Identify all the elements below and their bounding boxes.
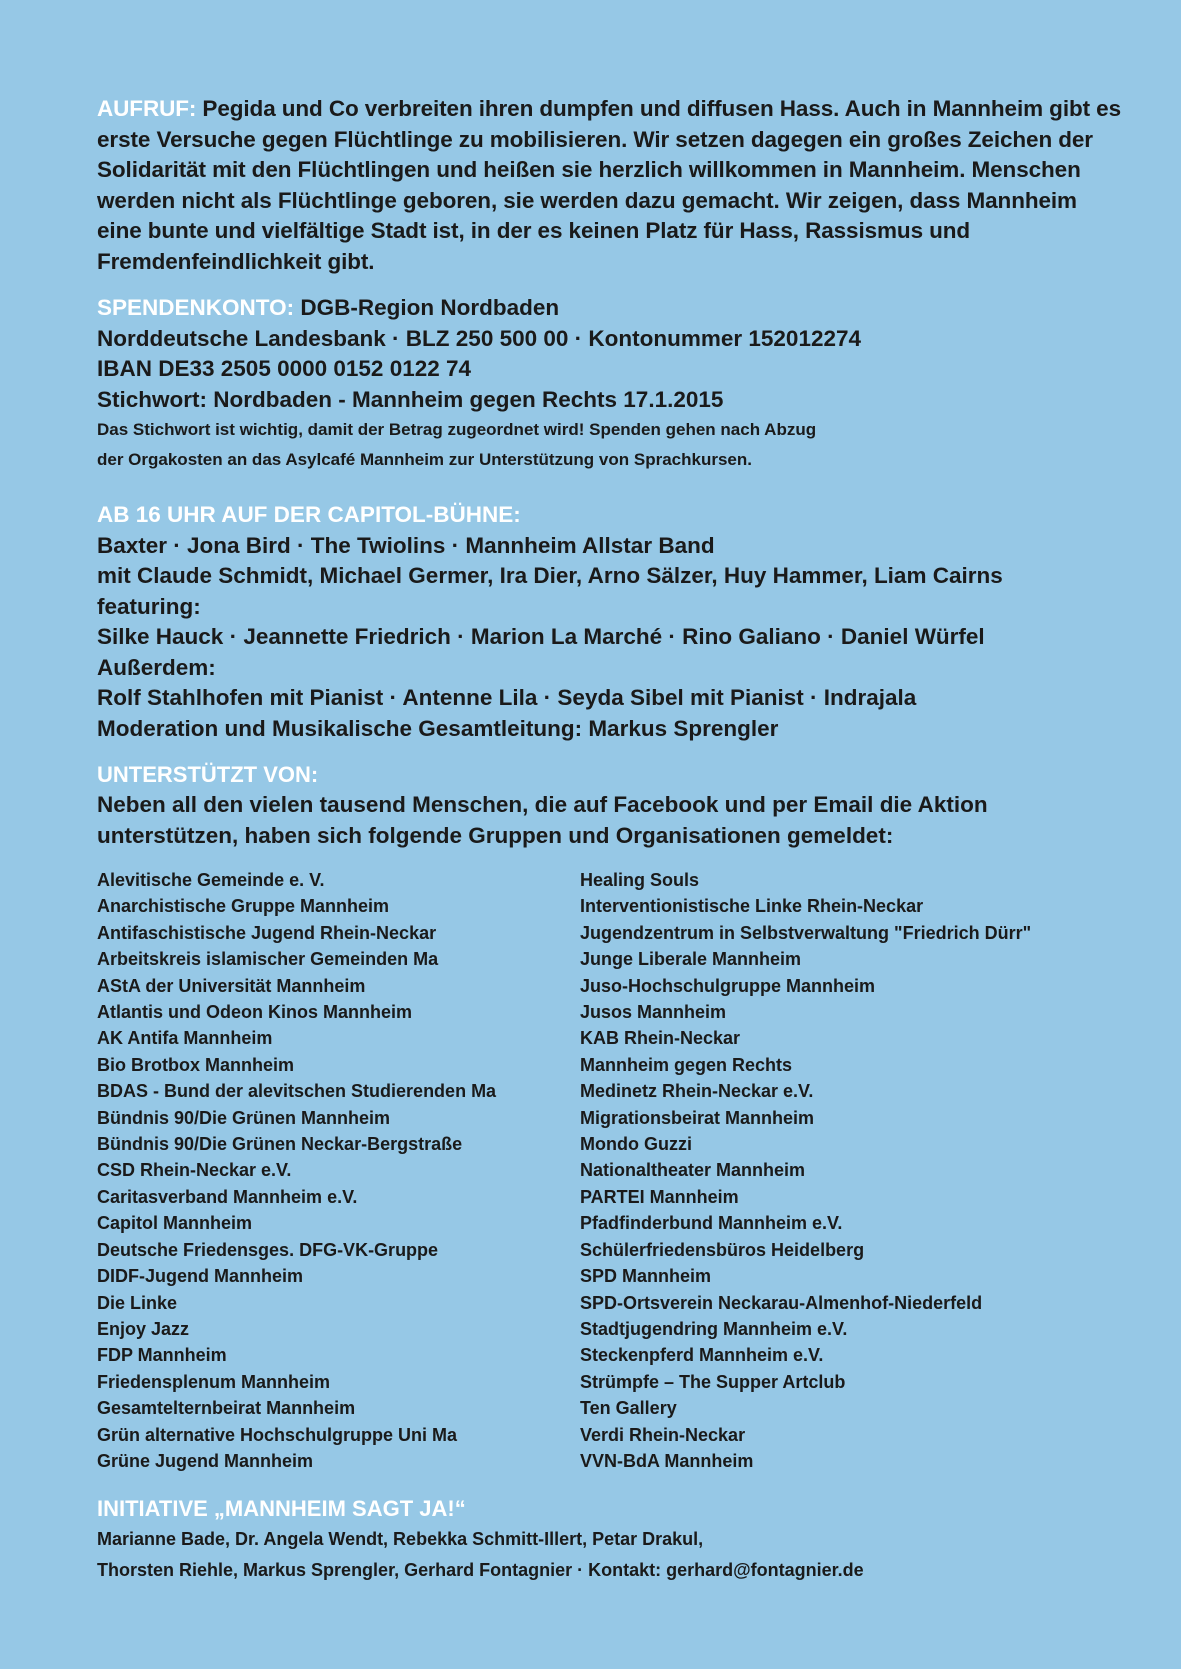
aufruf-heading: AUFRUF:	[97, 96, 197, 121]
organization-list-right	[580, 867, 1031, 1474]
organization-item: SPD Mannheim	[580, 1266, 712, 1287]
organization-item: Anarchistische Gruppe Mannheim	[97, 896, 390, 917]
capitol-heading: AB 16 UHR AUF DER CAPITOL-BÜHNE:	[97, 502, 521, 527]
organization-item: Medinetz Rhein-Neckar e.V.	[580, 1081, 814, 1102]
organization-item: Ten Gallery	[580, 1398, 677, 1419]
organization-item: Stadtjugendring Mannheim e.V.	[580, 1318, 848, 1339]
spendenkonto-recipient-line	[97, 293, 1121, 324]
organization-item: Arbeitskreis islamischer Gemeinden Ma	[97, 949, 439, 970]
capitol-line: featuring:	[97, 593, 201, 619]
supporters-heading: UNTERSTÜTZT VON:	[97, 762, 319, 787]
spendenkonto-note-1: Das Stichwort ist wichtig, damit der Betrag zugeordnet wird! Spenden gehen nach Abzug	[97, 420, 817, 439]
organization-item: Die Linke	[97, 1292, 178, 1313]
organization-item: Verdi Rhein-Neckar	[580, 1424, 746, 1445]
organization-item: Grüne Jugend Mannheim	[97, 1450, 314, 1471]
organization-item: Gesamtelternbeirat Mannheim	[97, 1398, 356, 1419]
spendenkonto-note-2: der Orgakosten an das Asylcafé Mannheim zur Unterstützung von Sprachkursen.	[97, 450, 752, 469]
organization-item: Bündnis 90/Die Grünen Mannheim	[97, 1107, 391, 1128]
spendenkonto-iban: IBAN DE33 2505 0000 0152 0122 74	[97, 356, 472, 381]
organization-item: Mannheim gegen Rechts	[580, 1054, 793, 1075]
organization-item: Pfadfinderbund Mannheim e.V.	[580, 1213, 843, 1234]
organization-item: Bündnis 90/Die Grünen Neckar-Bergstraße	[97, 1134, 463, 1155]
capitol-line: mit Claude Schmidt, Michael Germer, Ira Dier, Arno Sälzer, Huy Hammer, Liam Cairns	[97, 563, 1003, 588]
organization-item: Atlantis und Odeon Kinos Mannheim	[97, 1002, 412, 1023]
initiative-members-2: Thorsten Riehle, Markus Sprengler, Gerhard Fontagnier · Kontakt: gerhard@fontagnier.de	[97, 1559, 864, 1580]
organization-item: Enjoy Jazz	[97, 1318, 190, 1339]
organization-item: Healing Souls	[580, 870, 700, 890]
capitol-line: Moderation und Musikalische Gesamtleitung: Markus Sprengler	[97, 715, 779, 741]
organization-item: AK Antifa Mannheim	[97, 1028, 273, 1049]
organization-item: BDAS - Bund der alevitschen Studierenden Ma	[97, 1081, 497, 1102]
organization-item: SPD-Ortsverein Neckarau-Almenhof-Niederfeld	[580, 1292, 983, 1313]
aufruf-section	[97, 94, 1121, 277]
organization-item: Nationaltheater Mannheim	[580, 1160, 806, 1181]
spendenkonto-bank: Norddeutsche Landesbank · BLZ 250 500 00 · Kontonummer 152012274	[97, 325, 862, 351]
organization-item: PARTEI Mannheim	[580, 1186, 739, 1207]
organization-item: Interventionistische Linke Rhein-Neckar	[580, 896, 924, 917]
aufruf-text: Pegida und Co verbreiten ihren dumpfen und diffusen Hass. Auch in Mannheim gibt es erste Versuche gegen Flüchtlinge zu mobilisieren. Wir setzen dagegen ein großes Zeichen der Solidarität mit den Flüchtlingen und heißen sie herzlich willkommen in Mannheim. Menschen werden nicht als Flüchtlinge geboren, sie werden dazu gemacht. Wir zeigen, dass Mannheim eine bunte und vielfältige Stadt ist, in der es keinen Platz für Hass, Rassismus und Fremdenfeindlichkeit gibt.	[97, 96, 1121, 274]
supporters-section	[97, 760, 1121, 851]
organization-item: VVN-BdA Mannheim	[580, 1450, 754, 1471]
spendenkonto-section	[97, 293, 1121, 475]
initiative-members-1: Marianne Bade, Dr. Angela Wendt, Rebekka Schmitt-Illert, Petar Drakul,	[97, 1529, 704, 1549]
organization-item: Schülerfriedensbüros Heidelberg	[580, 1239, 865, 1260]
organization-item: KAB Rhein-Neckar	[580, 1028, 741, 1049]
organization-item: Mondo Guzzi	[580, 1134, 692, 1155]
organization-item: Junge Liberale Mannheim	[580, 949, 802, 970]
organization-item: Bio Brotbox Mannheim	[97, 1054, 294, 1075]
capitol-line: Rolf Stahlhofen mit Pianist · Antenne Lila · Seyda Sibel mit Pianist · Indrajala	[97, 685, 917, 710]
capitol-line: Außerdem:	[97, 654, 216, 680]
spendenkonto-heading: SPENDENKONTO:	[97, 295, 295, 320]
organization-item: Deutsche Friedensges. DFG-VK-Gruppe	[97, 1239, 439, 1260]
spendenkonto-stichwort: Stichwort: Nordbaden - Mannheim gegen Rechts 17.1.2015	[97, 386, 724, 412]
organization-item: Capitol Mannheim	[97, 1213, 253, 1234]
organization-item: Antifaschistische Jugend Rhein-Neckar	[97, 922, 437, 943]
supporters-intro-2: unterstützen, haben sich folgende Gruppen und Organisationen gemeldet:	[97, 822, 894, 848]
organization-item: Steckenpferd Mannheim e.V.	[580, 1345, 824, 1366]
capitol-line: Silke Hauck · Jeannette Friedrich · Marion La Marché · Rino Galiano · Daniel Würfel	[97, 624, 985, 649]
organization-item: Alevitische Gemeinde e. V.	[97, 870, 325, 890]
initiative-section	[97, 1494, 1121, 1585]
organization-item: Jusos Mannheim	[580, 1002, 727, 1023]
organization-item: FDP Mannheim	[97, 1345, 227, 1366]
organization-item: DIDF-Jugend Mannheim	[97, 1266, 303, 1287]
spendenkonto-recipient: DGB-Region Nordbaden	[294, 295, 560, 320]
capitol-line: Baxter · Jona Bird · The Twiolins · Mannheim Allstar Band	[97, 532, 715, 558]
organization-item: Friedensplenum Mannheim	[97, 1371, 331, 1392]
supporters-intro-1: Neben all den vielen tausend Menschen, die auf Facebook und per Email die Aktion	[97, 792, 988, 817]
organization-item: Caritasverband Mannheim e.V.	[97, 1186, 358, 1207]
organization-item: Juso-Hochschulgruppe Mannheim	[580, 975, 876, 996]
organization-item: Grün alternative Hochschulgruppe Uni Ma	[97, 1424, 458, 1445]
organization-item: Migrationsbeirat Mannheim	[580, 1107, 815, 1128]
initiative-heading: INITIATIVE „MANNHEIM SAGT JA!“	[97, 1496, 466, 1521]
organization-item: AStA der Universität Mannheim	[97, 975, 366, 996]
organization-item: Jugendzentrum in Selbstverwaltung "Friedrich Dürr"	[580, 922, 1032, 943]
organization-item: CSD Rhein-Neckar e.V.	[97, 1160, 292, 1181]
organization-list-left	[97, 867, 496, 1474]
organization-item: Strümpfe – The Supper Artclub	[580, 1371, 846, 1392]
capitol-section	[97, 500, 1121, 744]
